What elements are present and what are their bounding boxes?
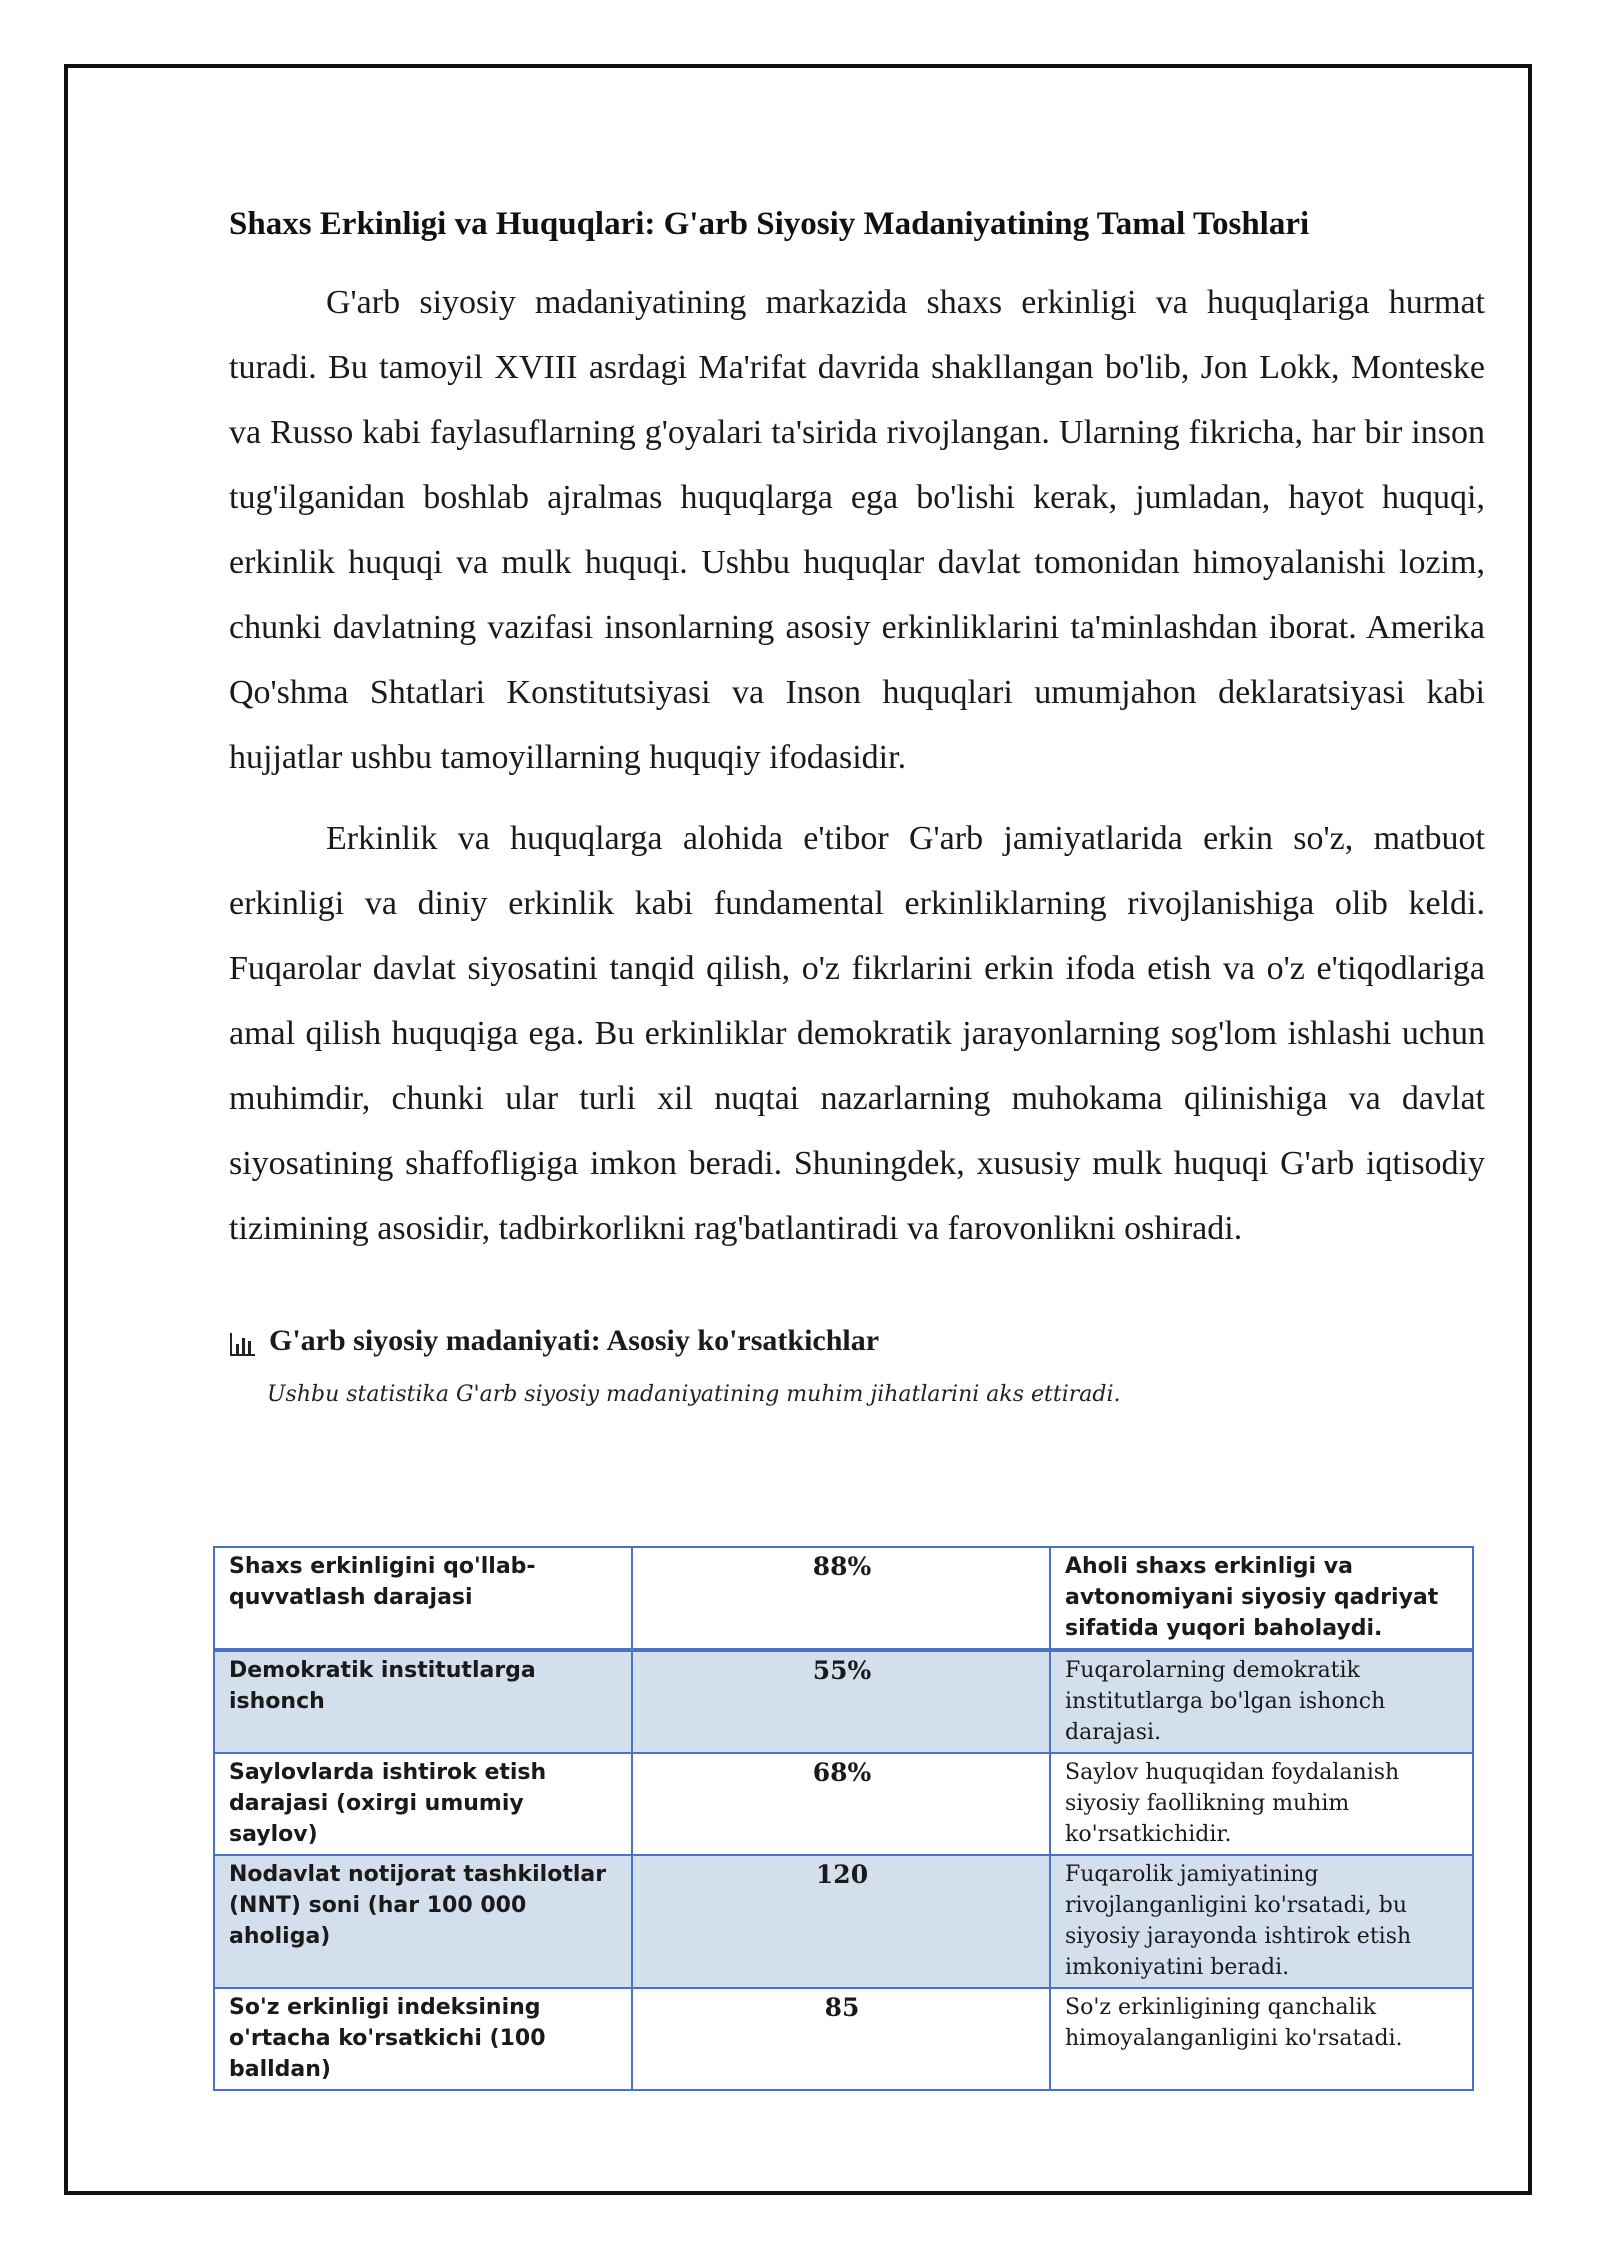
stats-table [213, 1546, 1474, 2091]
document-body [229, 200, 1485, 1413]
stats-caption: Ushbu statistika G'arb siyosiy madaniyatining muhim jihatlarini aks ettiradi. [267, 1382, 1121, 1407]
table-row [214, 1753, 1473, 1855]
row-description: Aholi shaxs erkinligi va avtonomiyani siyosiy qadriyat sifatida yuqori baholaydi. [1050, 1547, 1473, 1650]
row-description: So'z erkinligining qanchalik himoyalanganligini ko'rsatadi. [1050, 1988, 1473, 2090]
table-row [214, 1547, 1473, 1650]
row-description: Fuqarolik jamiyatining rivojlanganligini ko'rsatadi, bu siyosiy jarayonda ishtirok etish imkoniyatini beradi. [1050, 1855, 1473, 1988]
table-row [214, 1988, 1473, 2090]
stats-heading-text: G'arb siyosiy madaniyati: Asosiy ko'rsatkichlar [269, 1324, 880, 1357]
paragraph: G'arb siyosiy madaniyatining markazida shaxs erkinligi va huquqlariga hurmat turadi. Bu tamoyil XVIII asrdagi Ma'rifat davrida shakllangan bo'lib, Jon Lokk, Monteske va Russo kabi faylasuflarning g'oyalari ta'sirida rivojlangan. Ularning fikricha, har bir inson tug'ilganidan boshlab ajralmas huquqlarga ega bo'lishi kerak, jumladan, hayot huquqi, erkinlik huquqi va mulk huquqi. Ushbu huquqlar davlat tomonidan himoyalanishi lozim, chunki davlatning vazifasi insonlarning asosiy erkinliklarini ta'minlashdan iborat. Amerika Qo'shma Shtatlari Konstitutsiyasi va Inson huquqlari umumjahon deklaratsiyasi kabi hujjatlar ushbu tamoyillarning huquqiy ifodasidir. [229, 284, 1485, 776]
row-label: Shaxs erkinligini qo'llab-quvvatlash darajasi [214, 1547, 632, 1650]
row-value: 85 [632, 1988, 1050, 2090]
table-row [214, 1650, 1473, 1753]
stats-heading [229, 1319, 1485, 1363]
row-description: Fuqarolarning demokratik institutlarga bo'lgan ishonch darajasi. [1050, 1650, 1473, 1753]
row-value: 88% [632, 1547, 1050, 1650]
row-value: 55% [632, 1650, 1050, 1753]
row-description: Saylov huquqidan foydalanish siyosiy faollikning muhim ko'rsatkichidir. [1050, 1753, 1473, 1855]
table-row [214, 1855, 1473, 1988]
bar-chart-icon [229, 1327, 257, 1355]
row-label: Demokratik institutlarga ishonch [214, 1650, 632, 1753]
row-label: So'z erkinligi indeksining o'rtacha ko'rsatkichi (100 balldan) [214, 1988, 632, 2090]
row-value: 68% [632, 1753, 1050, 1855]
row-value: 120 [632, 1855, 1050, 1988]
document-title: Shaxs Erkinligi va Huquqlari: G'arb Siyosiy Madaniyatining Tamal Toshlari [229, 206, 1310, 242]
paragraph: Erkinlik va huquqlarga alohida e'tibor G'arb jamiyatlarida erkin so'z, matbuot erkinligi va diniy erkinlik kabi fundamental erkinliklarning rivojlanishiga olib keldi. Fuqarolar davlat siyosatini tanqid qilish, o'z fikrlarini erkin ifoda etish va o'z e'tiqodlariga amal qilish huquqiga ega. Bu erkinliklar demokratik jarayonlarning sog'lom ishlashi uchun muhimdir, chunki ular turli xil nuqtai nazarlarning muhokama qilinishiga va davlat siyosatining shaffofligiga imkon beradi. Shuningdek, xususiy mulk huquqi G'arb iqtisodiy tizimining asosidir, tadbirkorlikni rag'batlantiradi va farovonlikni oshiradi. [229, 820, 1485, 1247]
row-label: Saylovlarda ishtirok etish darajasi (oxirgi umumiy saylov) [214, 1753, 632, 1855]
row-label: Nodavlat notijorat tashkilotlar (NNT) soni (har 100 000 aholiga) [214, 1855, 632, 1988]
